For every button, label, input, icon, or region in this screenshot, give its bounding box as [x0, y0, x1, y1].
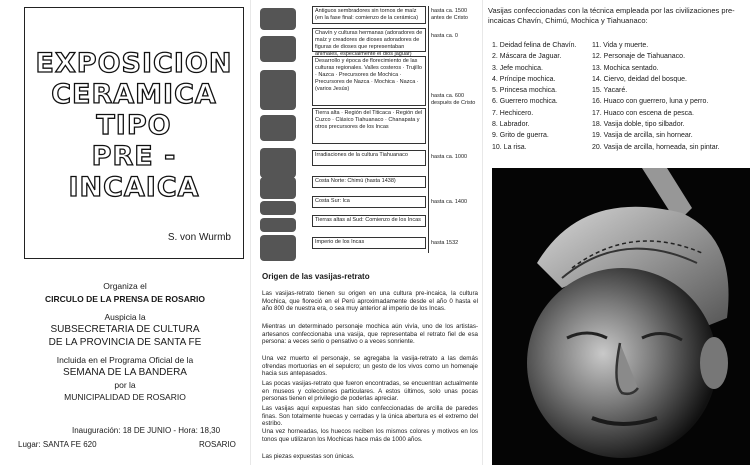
- pottery-thumbnail: [260, 36, 296, 62]
- timeline-entry: Irradiaciones de la cultura Tiahuanaco: [312, 150, 426, 166]
- timeline-date: hasta ca. 600 después de Cristo: [431, 93, 476, 106]
- list-item: 10. La risa.: [492, 143, 527, 151]
- organizer-name: CIRCULO DE LA PRENSA DE ROSARIO: [45, 294, 205, 304]
- timeline-date: hasta ca. 1400: [431, 199, 468, 205]
- list-item: 12. Personaje de Tiahuanaco.: [592, 53, 686, 61]
- timeline-entry: Antiguos sembradores sin tornos de maíz (en la fase final: comienzo de la cerámica): [312, 6, 426, 24]
- por-la-label: por la: [114, 380, 136, 390]
- list-item: 13. Mochica sentado.: [592, 64, 659, 72]
- list-item: 6. Guerrero mochica.: [492, 98, 558, 106]
- pottery-thumbnail: [260, 177, 296, 199]
- list-item: 14. Ciervo, deidad del bosque.: [592, 75, 687, 83]
- inauguration-info: Inauguración: 18 DE JUNIO - Hora: 18,30: [72, 426, 221, 435]
- list-item: 5. Princesa mochica.: [492, 87, 557, 95]
- pottery-thumbnail: [260, 8, 296, 30]
- catalog-intro: Vasijas confeccionadas con la técnica empleada por las civilizaciones pre-incaicas Chavín, Chimú, Mochica y Tiahuanaco:: [488, 6, 735, 25]
- exhibition-title: [25, 48, 243, 203]
- paragraph: Las vasijas-retrato tienen su origen en una cultura pre-incaica, la cultura Mochica, que floreció en el Perú aproximadamente desde el año 0 hasta el año 800 de nuestra era, o sea muy anterior al imperio de los Incas.: [262, 290, 478, 313]
- timeline-entry: Tierra alta · Región del Titicaca · Región del Cuzco · Clásico Tiahuanaco · Chanapata y otros precursores de los Incas: [312, 108, 426, 144]
- cover-box: [24, 7, 244, 259]
- event-name: SEMANA DE LA BANDERA: [63, 367, 187, 378]
- city: ROSARIO: [199, 440, 236, 449]
- timeline-date: hasta ca. 0: [431, 33, 458, 39]
- paragraph: Las pocas vasijas-retrato que fueron encontradas, se encuentran actualmente en museos y colecciones particulares. A estos últimos, solo unas pocas personas tienen el privilegio de poderlas apreciar.: [262, 380, 478, 403]
- organiza-label: Organiza el: [103, 281, 147, 291]
- cover-panel: [0, 0, 250, 465]
- timeline-axis: [428, 6, 429, 253]
- timeline-date: hasta ca. 1000: [431, 154, 468, 160]
- paragraph: Una vez muerto el personaje, se agregaba la vasija-retrato a las demás ofrendas mortuorias en el sepulcro; un gesto de los vivos como un homenaje hacia sus antepasados.: [262, 355, 478, 378]
- list-item: 1. Deidad felina de Chavín.: [492, 42, 577, 49]
- title-line: PRE - INCAICA: [68, 141, 200, 203]
- pottery-thumbnail: [260, 235, 296, 261]
- timeline-entry: Costa Norte: Chimú (hasta 1438): [312, 176, 426, 188]
- program-label: Incluida en el Programa Oficial de la: [56, 355, 194, 365]
- list-item: 3. Jefe mochica.: [492, 64, 543, 72]
- section-title: Origen de las vasijas-retrato: [262, 272, 370, 281]
- list-item: 19. Vasija de arcilla, sin hornear.: [592, 132, 693, 140]
- pottery-thumbnail: [260, 218, 296, 232]
- venue: Lugar: SANTA FE 620: [18, 440, 97, 449]
- list-item: 15. Yacaré.: [592, 87, 628, 95]
- catalog-list-left: [492, 40, 576, 153]
- sponsor-line-2: DE LA PROVINCIA DE SANTA FE: [48, 337, 202, 348]
- catalog-panel: [482, 0, 750, 465]
- portrait-vessel-image: [492, 168, 750, 465]
- list-item: 4. Príncipe mochica.: [492, 75, 556, 83]
- list-item: 11. Vida y muerte.: [592, 42, 649, 49]
- timeline-entry: Tierras altas al Sud: Comienzo de los Incas: [312, 215, 426, 227]
- timeline-panel: [250, 0, 482, 465]
- list-item: 9. Grito de guerra.: [492, 132, 549, 140]
- timeline-entry: Desarrollo y época de florecimiento de las culturas regionales. Valles costeros · Trujillo · Nazca · Precursores de Mochica · Precursores de Nazca · Mochica · Nazca · (varios Jesús): [312, 56, 426, 106]
- pottery-thumbnail: [260, 201, 296, 215]
- author: S. von Wurmb: [167, 232, 231, 243]
- pottery-thumbnail: [260, 148, 296, 178]
- list-item: 16. Huaco con guerrero, luna y perro.: [592, 98, 709, 106]
- auspicia-label: Auspicia la: [104, 312, 146, 322]
- municipality: MUNICIPALIDAD DE ROSARIO: [64, 392, 186, 402]
- timeline-entry: Imperio de los Incas: [312, 237, 426, 249]
- pottery-thumbnail: [260, 115, 296, 141]
- title-line: CERAMICA TIPO: [51, 79, 217, 141]
- paragraph: Mientras un determinado personaje mochica aún vivía, uno de los artistas-artesanos confeccionaba una vasija, que representaba el retrato fiel de esa persona: a veces serio o pensativo o a veces sonriente.: [262, 323, 478, 346]
- timeline-entry: Chavín y culturas hermanas (adoradores de maíz y creadores de dioses adoradores de figuras de dioses que representaban animales, especialmente el dios jaguar): [312, 28, 426, 52]
- paragraph: Las piezas expuestas son únicas.: [262, 453, 355, 460]
- catalog-list-right: [592, 40, 720, 153]
- sponsor-line-1: SUBSECRETARIA DE CULTURA: [50, 324, 200, 335]
- timeline-date: hasta ca. 1500 antes de Cristo: [431, 8, 468, 21]
- list-item: 8. Labrador.: [492, 121, 530, 129]
- list-item: 17. Huaco con escena de pesca.: [592, 109, 694, 117]
- pottery-thumbnail: [260, 70, 296, 110]
- paragraph: Las vasijas aquí expuestas han sido confeccionadas de arcilla de paredes finas. Son totalmente huecas y cerradas y la única abertura es el extremo del estribo.: [262, 405, 478, 428]
- title-line: EXPOSICION: [35, 48, 233, 79]
- list-item: 20. Vasija de arcilla, horneada, sin pintar.: [592, 143, 720, 151]
- paragraph: Una vez horneadas, los huecos reciben los mismos colores y motivos en los tonos que utilizaron los Mochicas hace más de 1000 años.: [262, 428, 478, 443]
- list-item: 7. Hechicero.: [492, 109, 534, 117]
- portrait-vessel-photo: [492, 168, 750, 465]
- list-item: 18. Vasija doble, tipo silbador.: [592, 121, 685, 129]
- list-item: 2. Máscara de Jaguar.: [492, 53, 562, 61]
- timeline-date: hasta 1532: [431, 240, 459, 246]
- timeline-entry: Costa Sur: Ica: [312, 196, 426, 208]
